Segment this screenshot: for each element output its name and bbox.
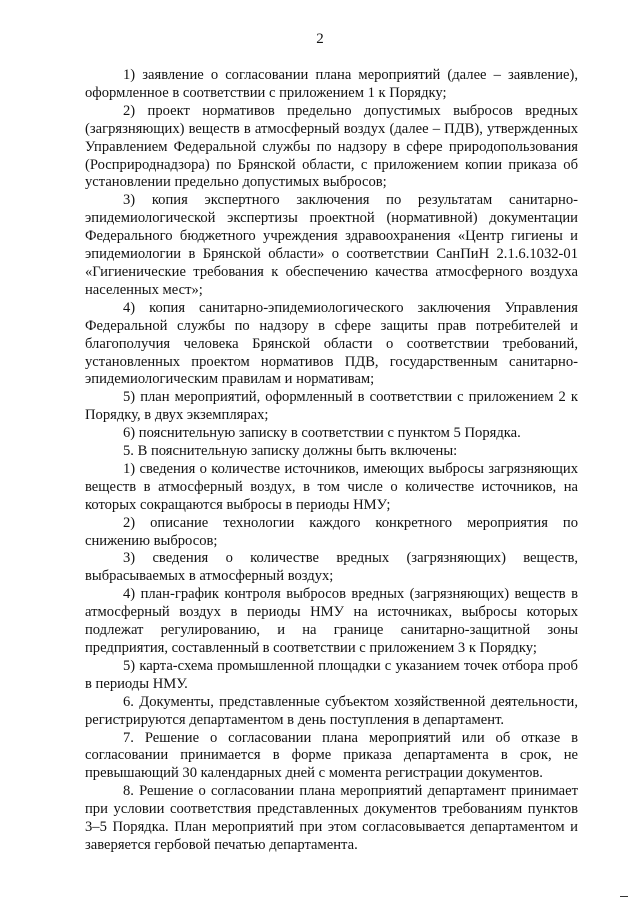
paragraph-item-6-explanatory-note: 6) пояснительную записку в соответствии с пунктом 5 Порядка. xyxy=(123,425,521,442)
page-number: 2 xyxy=(316,31,324,47)
paragraph-item-2-pdv-project: 2) проект нормативов предельно допустимых выбросов вредных (загрязняющих) веществ в атмосферный воздух (далее – ПДВ), утвержденных Управлением Федеральной службы по надзору в сфере природопользования (Росприроднадзора) по Брянской области, с приложением копии приказа об установлении предельно допустимых выбросов; xyxy=(85,102,578,191)
paragraph-section-6: 6. Документы, представленные субъектом хозяйственной деятельности, регистрируются департаментом в день поступления в департамент. xyxy=(85,693,578,728)
corner-mark xyxy=(620,896,628,897)
paragraph-item-1-application: 1) заявление о согласовании плана мероприятий (далее – заявление), оформленное в соответствии с приложением 1 к Порядку; xyxy=(85,67,578,101)
paragraph-section-7: 7. Решение о согласовании плана мероприятий или об отказе в согласовании принимается в форме приказа департамента в срок, не превышающий 30 календарных дней с момента регистрации документов. xyxy=(85,729,578,782)
paragraph-note-item-3-substances: 3) сведения о количестве вредных (загрязняющих) веществ, выбрасываемых в атмосферный воздух; xyxy=(85,550,578,585)
paragraph-item-3-expert-conclusion: 3) копия экспертного заключения по результатам санитарно-эпидемиологической экспертизы проектной (нормативной) документации Федерального бюджетного учреждения здравоохранения «Центр гигиены и эпидемиологии в Брянской области» о соответствии СанПиН 2.1.6.1032-01 «Гигиенические требования к обеспечению качества атмосферного воздуха населенных мест»; xyxy=(85,192,578,298)
paragraph-note-item-1-sources: 1) сведения о количестве источников, имеющих выбросы загрязняющих веществ в атмосферный воздух, в том числе о количестве источников, на которых сокращаются выбросы в периоды НМУ; xyxy=(85,460,578,513)
paragraph-note-item-5-map: 5) карта-схема промышленной площадки с указанием точек отбора проб в периоды НМУ. xyxy=(85,657,578,692)
paragraph-note-item-4-schedule: 4) план-график контроля выбросов вредных (загрязняющих) веществ в атмосферный воздух в периоды НМУ на источниках, выбросы которых подлежат регулированию, и на границе санитарно-защитной зоны предприятия, составленный в соответствии с приложением 3 к Порядку; xyxy=(85,586,578,656)
paragraph-note-item-2-technology: 2) описание технологии каждого конкретного мероприятия по снижению выбросов; xyxy=(85,514,578,549)
paragraph-item-5-action-plan: 5) план мероприятий, оформленный в соответствии с приложением 2 к Порядку, в двух экземплярах; xyxy=(85,389,578,424)
paragraph-section-5-heading: 5. В пояснительную записку должны быть включены: xyxy=(123,443,458,460)
document-body xyxy=(85,67,578,855)
paragraph-item-4-sanitary-conclusion: 4) копия санитарно-эпидемиологического заключения Управления Федеральной службы по надзору в сфере защиты прав потребителей и благополучия человека Брянской области о соответствии требований, установленных проектом нормативов ПДВ, государственным санитарно-эпидемиологическим правилам и нормативам; xyxy=(85,299,578,388)
paragraph-section-8: 8. Решение о согласовании плана мероприятий департамент принимает при условии соответствия представленных документов требованиям пунктов 3–5 Порядка. План мероприятий при этом согласовывается департаментом и заверяется гербовой печатью департамента. xyxy=(85,783,578,853)
